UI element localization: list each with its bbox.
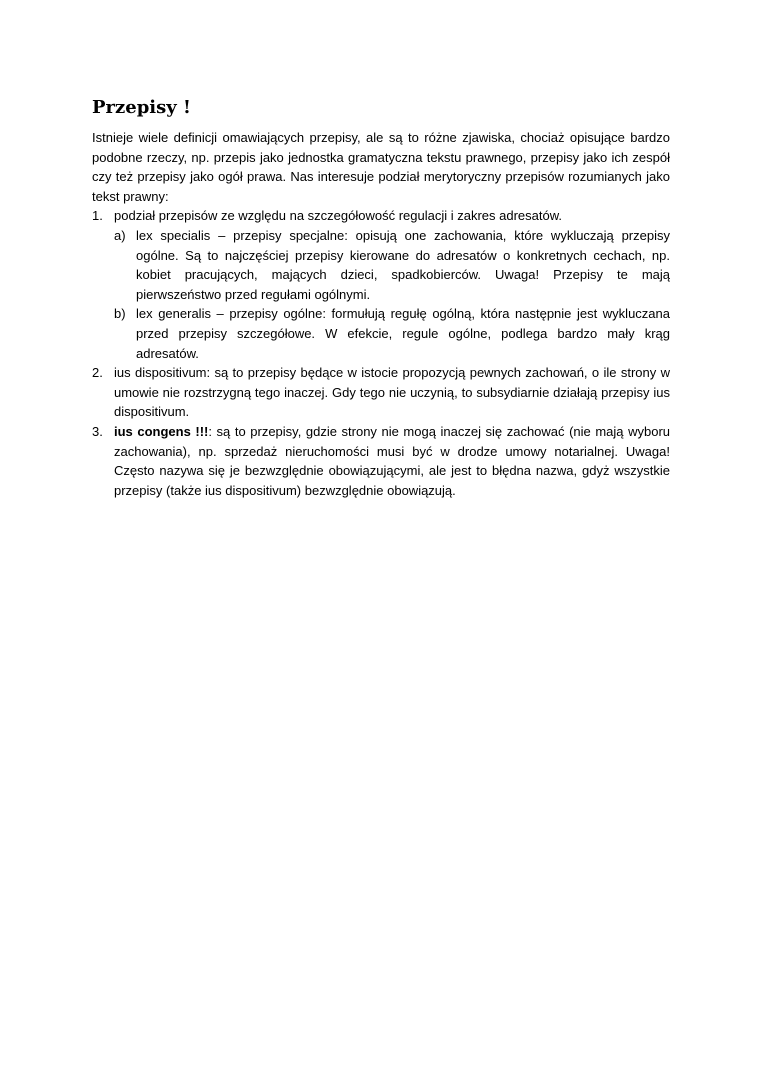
sub-list-container <box>92 226 670 363</box>
list-item <box>92 422 670 500</box>
sub-list-item <box>92 304 670 363</box>
list-item <box>92 206 670 226</box>
sub-list-item-letter: b) <box>114 306 126 322</box>
list-item-text: podział przepisów ze względu na szczegółowość regulacji i zakres adresatów. <box>114 208 563 224</box>
list-item-text: ius dispositivum: są to przepisy będące w istocie propozycją pewnych zachowań, o ile strony w umowie nie rozstrzygną tego inaczej. Gdy tego nie uczynią, to subsydiarnie działają przepisy ius dispositivum. <box>114 365 670 420</box>
list-item-number: 3. <box>92 423 103 439</box>
sub-list-item <box>92 226 670 304</box>
list-item-number: 1. <box>92 208 103 224</box>
list-item-number: 2. <box>92 365 103 381</box>
intro-paragraph: Istnieje wiele definicji omawiających przepisy, ale są to różne zjawiska, chociaż opisujące bardzo podobne rzeczy, np. przepis jako jednostka gramatyczna tekstu prawnego, przepisy jako ich zespół czy też przepisy jako ogół prawa. Nas interesuje podział merytoryczny przepisów rozumianych jako tekst prawny: <box>92 130 670 204</box>
document-title: Przepisy ! <box>92 97 191 118</box>
sub-list <box>92 226 670 363</box>
sub-list-item-text: lex specialis – przepisy specjalne: opisują one zachowania, które wykluczają przepisy ogólne. Są to najczęściej przepisy kierowane do adresatów o konkretnych cechach, np. kobiet pracujących, mających dzieci, spadkobierców. Uwaga! Przepisy te mają pierwszeństwo przed regułami ogólnymi. <box>136 227 670 302</box>
sub-list-item-letter: a) <box>114 227 126 243</box>
sub-list-item-text: lex generalis – przepisy ogólne: formułują regułę ogólną, która następnie jest wykluczana przed przepisy szczegółowe. W efekcie, regule ogólne, podlega bardzo mały krąg adresatów. <box>136 306 670 361</box>
list-item-bold-term: ius congens !!! <box>114 423 209 439</box>
document-page <box>92 96 670 500</box>
list-item-text: : są to przepisy, gdzie strony nie mogą inaczej się zachować (nie mają wyboru zachowania), np. sprzedaż nieruchomości musi być w drodze umowy notarialnej. Uwaga! Często nazywa się je bezwzględnie obowiązującymi, ale jest to błędna nazwa, gdyż wszystkie przepisy (także ius dispositivum) bezwzględnie obowiązują. <box>114 423 670 498</box>
main-list <box>92 206 670 500</box>
list-item <box>92 363 670 422</box>
